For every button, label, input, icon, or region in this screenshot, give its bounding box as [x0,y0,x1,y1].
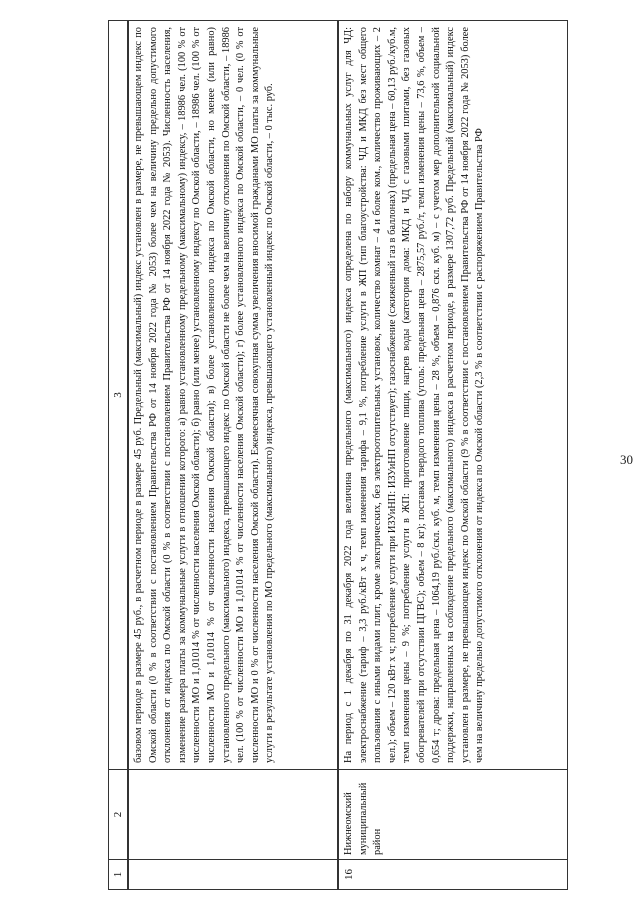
header-col-3: 3 [112,392,124,398]
table-row [338,20,568,890]
header-col-1: 1 [109,859,127,889]
table-row [128,20,338,890]
page-number: 30 [620,452,633,467]
row-description: На период с 1 декабря по 31 декабря 2022 года величина предельного (максимального) индекса определена по набору коммунальных услуг для ЧД: электроснабжение (тариф – 3,3 руб./кВт х ч, темп изменения тарифа – 9,1 %, потребление услуги в ЖП (тип благоустройства: ЧД и МКД без мест общего пользования с иными видами плит, кроме электрических, без электроотопительных установок, количество комнат – 4 и более ком., количество проживающих – 2 чел.); объем – 120 кВт х ч; потребление услуги при ИЗУиНП: ИЗУиНП отсутствует); газоснабжение (сжиженный газ в баллонах) (предельная цена – 60,13 руб./куб.м, темп изменения цены – 9 %; потребление услуги в ЖП: приготовление пищи, нагрев воды (категория дома: МКД и ЧД с газовыми плитами, без газовых обогревателей при отсутствии ЦГВС); объем – 8 кг); поставка твердого топлива (уголь: предельная цена – 2875,57 руб./т, темп изменения цены – 73,6 %, объем – 0,654 т; дрова: предельная цена – 1064,19 руб./скл. куб. м, темп изменения цены – 28 %, объем – 0,876 скл. куб. м) – с учетом мер дополнительной социальной поддержки, направленных на соблюдение предельного (максимального) индекса в расчетном периоде, в размере 1307,72 руб. Предельный (максимальный) индекс установлен в размере, не превышающем индекс по Омской области (9 % в соответствии с постановлением Правительства РФ от 14 ноября 2022 года № 2053) более чем на величину предельно допустимого отклонения от индекса по Омской области (2,3 % в соответствии с распоряжением Правительства РФ [343,27,486,763]
district-name: Нижнеомский муниципальный район [339,769,567,859]
table-header-row [108,20,128,890]
row-number [129,859,337,889]
data-table [108,20,568,890]
row-number: 16 [339,859,567,889]
row-description: базовом периоде в размере 45 руб., в расчетном периоде в размере 45 руб. Предельный (максимальный) индекс установлен в размере, не превышающем индекс по Омской области (0 % в соответствии с постановлением Правительства РФ от 14 ноября 2022 года № 2053) более чем на величину предельно допустимого отклонения от индекса по Омской области (0 % в соответствии с постановлением Правительства РФ от 14 ноября 2022 года № 2053). Численность населения, изменение размера платы за коммунальные услуги в отношении которого: а) равно установленному предельному (максимальному) индексу, – 18986 чел. (100 % от численности МО и 1,01014 % от численности населения Омской области); б) равно (или менее) установленному индексу по Омской области, – 18986 чел. (100 % от численности МО и 1,01014 % от численности населения Омской области); в) более установленного индекса по Омской области, но менее (или равно) установленного предельного (максимального) индекса, превышающего индекс по Омской области не более чем на величину отклонения по Омской области, – 18986 чел. (100 % от численности МО и 1,01014 % от численности населения Омской области); г) более установленного индекса по Омской области, – 0 чел. (0 % от численности МО и 0 % от численности населения Омской области). Ежемесячная совокупная сумма увеличения вносимой гражданами МО платы за коммунальные услуги в результате установления по МО предельного (максимального) индекса, превышающего установленный индекс по Омской области, – 0 тыс. руб. [133,27,276,763]
header-col-2: 2 [109,769,127,859]
district-name [129,769,337,859]
